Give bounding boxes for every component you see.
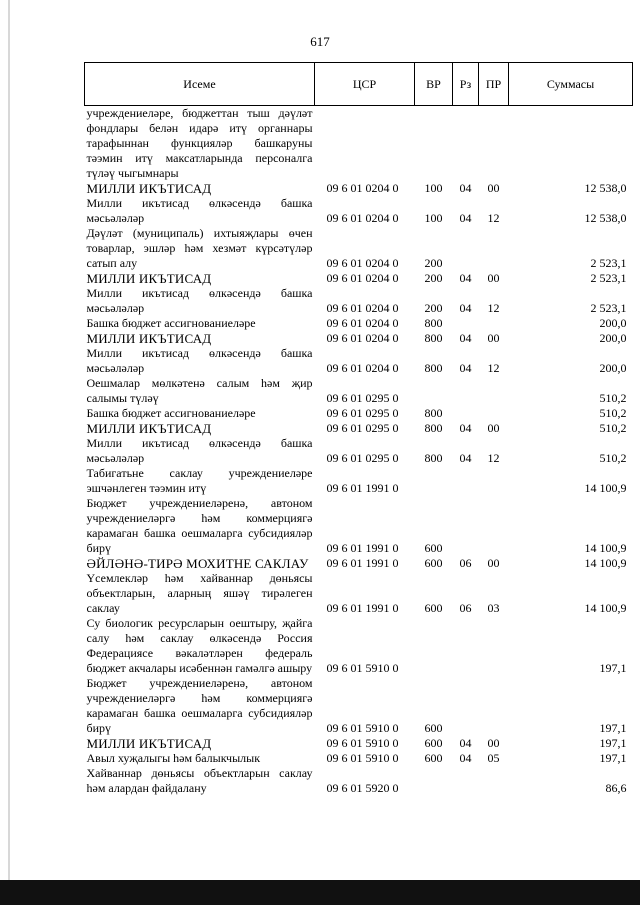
row-pr: 03 [487,601,500,615]
row-pr [479,466,509,496]
row-rz: 04 [459,181,472,195]
row-vr: 800 [424,421,443,435]
row-sum: 12 538,0 [584,211,627,225]
row-rz: 04 [459,736,472,750]
row-vr: 200 [424,301,443,315]
row-vr: 800 [424,331,443,345]
row-csr: 09 6 01 0204 0 [326,331,399,345]
header-csr: ЦСР [315,63,415,106]
row-name: Милли икътисад өлкәсендә башка мәсьәләләр [86,346,313,375]
row-rz: 04 [459,361,472,375]
row-sum: 12 538,0 [584,181,627,195]
row-pr: 12 [487,301,500,315]
row-pr: 00 [487,331,500,345]
scan-edge-line [8,0,10,880]
row-vr: 600 [424,541,443,555]
row-name: Милли икътисад өлкәсендә башка мәсьәләләр [86,196,313,225]
row-csr: 09 6 01 1991 0 [326,601,399,615]
row-sum: 197,1 [599,721,627,735]
row-pr [479,226,509,271]
table-row [85,346,633,376]
row-vr: 600 [424,556,443,570]
row-csr: 09 6 01 5910 0 [326,751,399,765]
row-sum: 86,6 [605,781,627,795]
row-pr [479,376,509,406]
row-sum [509,106,633,182]
row-sum: 14 100,9 [584,556,627,570]
row-name: Дәүләт (муниципаль) ихтыяҗлары өчен товарлар, эшләр һәм хезмәт күрсәтүләр сатып алу [86,226,313,270]
row-name: учреждениеләре, бюджеттан тыш дәүләт фондлары белән идарә итү органнары тарафыннан функцияләр башкаруны тәэмин итү максатларында персоналга түләү чыгымнары [86,106,313,180]
row-sum: 510,2 [599,391,627,405]
row-name: МИЛЛИ ИКЪТИСАД [86,736,212,751]
row-rz: 04 [459,271,472,285]
row-vr: 800 [424,316,443,330]
table-row [85,556,633,571]
row-sum: 197,1 [599,736,627,750]
row-vr: 100 [424,181,443,195]
row-name: Үсемлекләр һәм хайваннар дөньясы объектларын, аларның яшәү тирәлеген саклау [86,571,313,615]
row-rz: 04 [459,451,472,465]
row-rz: 04 [459,211,472,225]
table-row [85,181,633,196]
row-sum: 510,2 [599,406,627,420]
row-rz [453,466,479,496]
table-row [85,226,633,271]
row-rz [453,106,479,182]
table-body [85,106,633,797]
row-pr [479,106,509,182]
row-csr: 09 6 01 1991 0 [326,481,399,495]
row-name: МИЛЛИ ИКЪТИСАД [86,421,212,436]
row-pr [479,616,509,676]
row-csr: 09 6 01 5910 0 [326,661,399,675]
row-pr [479,406,509,421]
row-csr: 09 6 01 0204 0 [326,211,399,225]
row-rz: 06 [459,601,472,615]
row-pr [479,316,509,331]
row-csr [315,106,415,182]
row-sum: 197,1 [599,751,627,765]
row-sum: 200,0 [599,361,627,375]
header-sum: Суммасы [509,63,633,106]
row-name: Су биологик ресурсларын оештыру, җайга салу һәм саклау өлкәсендә Россия Федерациясе вәкаләтләрен федераль бюджет акчалары исәбеннән гамәлгә ашыру [86,616,313,675]
row-rz: 04 [459,751,472,765]
row-rz [453,676,479,736]
row-rz [453,376,479,406]
row-name: Авыл хуҗалыгы һәм балыкчылык [86,751,261,765]
row-csr: 09 6 01 0204 0 [326,256,399,270]
row-csr: 09 6 01 0295 0 [326,451,399,465]
row-vr: 800 [424,406,443,420]
row-pr: 00 [487,556,500,570]
row-pr [479,496,509,556]
row-csr: 09 6 01 0295 0 [326,406,399,420]
row-rz: 04 [459,331,472,345]
row-csr: 09 6 01 5920 0 [326,781,399,795]
row-pr [479,766,509,796]
scan-bottom-border [0,880,640,905]
row-vr: 600 [424,736,443,750]
row-sum: 2 523,1 [590,256,627,270]
row-sum: 200,0 [599,316,627,330]
row-name: Милли икътисад өлкәсендә башка мәсьәләләр [86,286,313,315]
table-row [85,751,633,766]
row-vr [415,616,453,676]
row-sum: 510,2 [599,451,627,465]
table-row [85,676,633,736]
row-sum: 2 523,1 [590,271,627,285]
row-name: Бюджет учреждениеләренә, автоном учреждениеләргә һәм коммерциягә карамаган башка оешмаларга субсидияләр бирү [86,676,313,735]
row-vr [415,466,453,496]
table-row [85,736,633,751]
row-csr: 09 6 01 5910 0 [326,736,399,750]
row-pr: 00 [487,421,500,435]
row-rz [453,616,479,676]
row-name: МИЛЛИ ИКЪТИСАД [86,331,212,346]
row-name: Оешмалар мөлкәтенә салым һәм җир салымы түләү [86,376,313,405]
row-vr: 600 [424,601,443,615]
table-row [85,196,633,226]
row-csr: 09 6 01 0204 0 [326,361,399,375]
row-pr: 00 [487,181,500,195]
row-vr: 800 [424,451,443,465]
row-name: МИЛЛИ ИКЪТИСАД [86,181,212,196]
row-name: ӘЙЛӘНӘ-ТИРӘ МОХИТНЕ САКЛАУ [86,556,309,571]
row-pr: 00 [487,271,500,285]
row-name: Башка бюджет ассигнованиеләре [86,406,256,420]
row-rz [453,496,479,556]
row-vr: 800 [424,361,443,375]
row-rz [453,766,479,796]
budget-table [84,62,633,796]
row-csr: 09 6 01 1991 0 [326,541,399,555]
row-pr: 12 [487,451,500,465]
row-name: Хайваннар дөньясы объектларын саклау һәм алардан файдалану [86,766,313,795]
row-csr: 09 6 01 0204 0 [326,271,399,285]
table-row [85,106,633,182]
row-vr [415,106,453,182]
table-row [85,421,633,436]
table-row [85,571,633,616]
row-csr: 09 6 01 1991 0 [326,556,399,570]
row-rz: 04 [459,301,472,315]
row-name: Бюджет учреждениеләренә, автоном учреждениеләргә һәм коммерциягә карамаган башка оешмаларга субсидияләр бирү [86,496,313,555]
row-sum: 2 523,1 [590,301,627,315]
row-sum: 510,2 [599,421,627,435]
row-pr [479,676,509,736]
row-rz [453,316,479,331]
row-name: Табигатьне саклау учреждениеләре эшчәнлеген тәэмин итү [86,466,313,495]
row-vr: 200 [424,271,443,285]
row-rz: 06 [459,556,472,570]
row-vr: 100 [424,211,443,225]
table-row [85,616,633,676]
row-name: МИЛЛИ ИКЪТИСАД [86,271,212,286]
row-sum: 14 100,9 [584,601,627,615]
row-csr: 09 6 01 0295 0 [326,391,399,405]
table-row [85,316,633,331]
row-rz [453,406,479,421]
table-header [85,63,633,106]
row-sum: 14 100,9 [584,481,627,495]
header-name: Исеме [85,63,315,106]
table-row [85,496,633,556]
row-csr: 09 6 01 0295 0 [326,421,399,435]
row-rz [453,226,479,271]
row-pr: 05 [487,751,500,765]
row-pr: 12 [487,361,500,375]
table-row [85,376,633,406]
row-name: Милли икътисад өлкәсендә башка мәсьәләләр [86,436,313,465]
row-vr: 200 [424,256,443,270]
header-rz: Рз [453,63,479,106]
budget-sheet [84,62,632,796]
row-sum: 14 100,9 [584,541,627,555]
table-row [85,286,633,316]
table-row [85,271,633,286]
header-pr: ПР [479,63,509,106]
row-sum: 200,0 [599,331,627,345]
page-number: 617 [310,34,330,49]
row-vr: 600 [424,721,443,735]
row-name: Башка бюджет ассигнованиеләре [86,316,256,330]
row-pr: 12 [487,211,500,225]
row-vr [415,376,453,406]
row-rz: 04 [459,421,472,435]
row-csr: 09 6 01 5910 0 [326,721,399,735]
table-row [85,331,633,346]
header-vr: ВР [415,63,453,106]
row-csr: 09 6 01 0204 0 [326,316,399,330]
row-sum: 197,1 [599,661,627,675]
row-vr [415,766,453,796]
table-row [85,436,633,466]
table-row [85,406,633,421]
table-row [85,466,633,496]
row-csr: 09 6 01 0204 0 [326,181,399,195]
row-pr: 00 [487,736,500,750]
row-csr: 09 6 01 0204 0 [326,301,399,315]
table-row [85,766,633,796]
row-vr: 600 [424,751,443,765]
